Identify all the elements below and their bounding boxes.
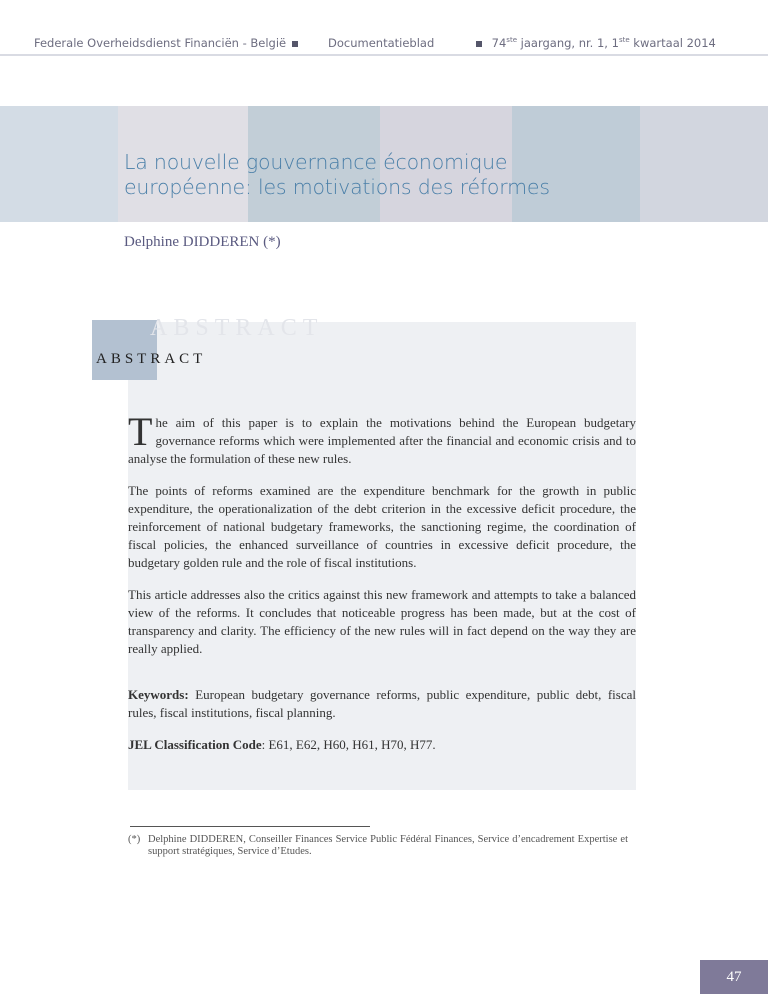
page-number: 47 (700, 960, 768, 994)
drop-cap: T (128, 409, 153, 454)
footnote: (*) Delphine DIDDEREN, Conseiller Finances Service Public Fédéral Finances, Service d’encadrement Expertise et support stratégiques, Service d’Etudes. (128, 834, 628, 857)
keywords: Keywords: European budgetary governance reforms, public expenditure, public debt, fiscal rules, fiscal institutions, fiscal planning. (128, 687, 637, 720)
jel-codes: JEL Classification Code: E61, E62, H60, H61, H70, H77. (128, 737, 436, 752)
article-title: La nouvelle gouvernance économique européenne: les motivations des réformes (124, 150, 550, 199)
abstract-box (128, 380, 636, 790)
square-bullet-icon (292, 41, 298, 47)
square-bullet-icon (476, 41, 482, 47)
title-band-stripe (0, 106, 118, 222)
header-issue: 74ste jaargang, nr. 1, 1ste kwartaal 2014 (470, 36, 716, 50)
abstract-paragraph-3: This article addresses also the critics against this new framework and attempts to take a balanced view of the reforms. It concludes that noticeable progress has been made, but at the cost of transparency and clarity. The efficiency of the new rules will in fact depend on the way they are really applied. (128, 587, 636, 656)
running-header (0, 32, 768, 52)
header-journal: Documentatieblad (328, 36, 435, 50)
footnote-divider (130, 826, 370, 827)
title-band-stripe (640, 106, 768, 222)
header-publisher: Federale Overheidsdienst Financiën - België (34, 36, 304, 50)
abstract-paragraph-2: The points of reforms examined are the expenditure benchmark for the growth in public expenditure, the operationalization of the debt criterion in the excessive deficit procedure, the reinforcement of national budgetary frameworks, the sanctioning regime, the coordination of fiscal policies, the enhanced surveillance of countries in excessive deficit procedure, the budgetary golden rule and the role of fiscal institutions. (128, 483, 636, 570)
author: Delphine DIDDEREN (*) (124, 234, 281, 250)
abstract-ghost-heading: ABSTRACT (150, 315, 324, 341)
abstract-paragraph-1: The aim of this paper is to explain the motivations behind the European budgetary governance reforms which were implemented after the financial and economic crisis and to analyse the formulation of these new rules. (128, 409, 636, 466)
abstract-heading: ABSTRACT (96, 351, 207, 367)
header-divider (0, 54, 768, 56)
